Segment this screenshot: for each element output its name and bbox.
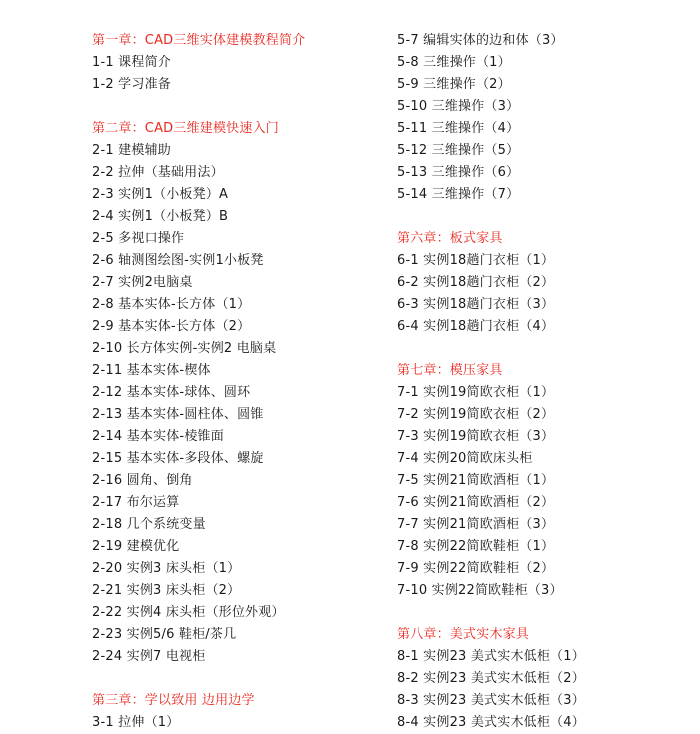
lesson-item: 2-7 实例2电脑桌	[92, 275, 193, 290]
lesson-item: 5-7 编辑实体的边和体（3）	[397, 33, 564, 48]
lesson-item: 5-12 三维操作（5）	[397, 143, 520, 158]
lesson-item: 8-2 实例23 美式实木低柜（2）	[397, 671, 585, 686]
lesson-item: 2-23 实例5/6 鞋柜/茶几	[92, 627, 237, 642]
lesson-item: 7-3 实例19简欧衣柜（3）	[397, 429, 555, 444]
lesson-item: 6-3 实例18趟门衣柜（3）	[397, 297, 555, 312]
lesson-item: 2-17 布尔运算	[92, 495, 180, 510]
lesson-item: 5-8 三维操作（1）	[397, 55, 511, 70]
lesson-item: 2-12 基本实体-球体、圆环	[92, 385, 251, 400]
lesson-item: 7-10 实例22简欧鞋柜（3）	[397, 583, 563, 598]
lesson-item: 7-8 实例22简欧鞋柜（1）	[397, 539, 555, 554]
lesson-item: 2-22 实例4 床头柜（形位外观）	[92, 605, 285, 620]
lesson-item: 2-8 基本实体-长方体（1）	[92, 297, 251, 312]
chapter-7-heading: 第七章：模压家具	[397, 363, 503, 378]
lesson-item: 2-5 多视口操作	[92, 231, 185, 246]
lesson-item: 7-5 实例21简欧酒柜（1）	[397, 473, 555, 488]
lesson-item: 6-2 实例18趟门衣柜（2）	[397, 275, 555, 290]
lesson-item: 6-4 实例18趟门衣柜（4）	[397, 319, 555, 334]
lesson-item: 2-11 基本实体-楔体	[92, 363, 211, 378]
chapter-1-heading: 第一章：CAD三维实体建模教程简介	[92, 33, 306, 48]
chapter-3-heading: 第三章：学以致用 边用边学	[92, 693, 255, 708]
toc-left-column	[92, 30, 382, 734]
chapter-6-heading: 第六章：板式家具	[397, 231, 503, 246]
chapter-8-heading: 第八章：美式实木家具	[397, 627, 530, 642]
lesson-item: 2-21 实例3 床头柜（2）	[92, 583, 241, 598]
lesson-item: 8-3 实例23 美式实木低柜（3）	[397, 693, 585, 708]
lesson-item: 2-1 建模辅助	[92, 143, 171, 158]
lesson-item: 6-1 实例18趟门衣柜（1）	[397, 253, 555, 268]
lesson-item: 5-9 三维操作（2）	[397, 77, 511, 92]
lesson-item: 2-19 建模优化	[92, 539, 180, 554]
lesson-item: 2-6 轴测图绘图-实例1小板凳	[92, 253, 264, 268]
lesson-item: 2-2 拉伸（基础用法）	[92, 165, 224, 180]
lesson-item: 2-10 长方体实例-实例2 电脑桌	[92, 341, 277, 356]
lesson-item: 5-10 三维操作（3）	[397, 99, 520, 114]
lesson-item: 7-1 实例19简欧衣柜（1）	[397, 385, 555, 400]
lesson-item: 1-1 课程简介	[92, 55, 171, 70]
toc-right-column	[397, 30, 687, 734]
lesson-item: 2-18 几个系统变量	[92, 517, 206, 532]
lesson-item: 1-2 学习准备	[92, 77, 171, 92]
lesson-item: 2-14 基本实体-棱锥面	[92, 429, 224, 444]
lesson-item: 7-6 实例21简欧酒柜（2）	[397, 495, 555, 510]
lesson-item: 2-3 实例1（小板凳）A	[92, 187, 229, 202]
lesson-item: 7-4 实例20简欧床头柜	[397, 451, 533, 466]
lesson-item: 7-7 实例21简欧酒柜（3）	[397, 517, 555, 532]
lesson-item: 2-9 基本实体-长方体（2）	[92, 319, 251, 334]
lesson-item: 2-4 实例1（小板凳）B	[92, 209, 229, 224]
lesson-item: 2-16 圆角、倒角	[92, 473, 193, 488]
lesson-item: 5-13 三维操作（6）	[397, 165, 520, 180]
lesson-item: 2-13 基本实体-圆柱体、圆锥	[92, 407, 264, 422]
chapter-2-heading: 第二章：CAD三维建模快速入门	[92, 121, 279, 136]
lesson-item: 7-9 实例22简欧鞋柜（2）	[397, 561, 555, 576]
lesson-item: 8-4 实例23 美式实木低柜（4）	[397, 715, 585, 730]
lesson-item: 5-11 三维操作（4）	[397, 121, 520, 136]
lesson-item: 5-14 三维操作（7）	[397, 187, 520, 202]
lesson-item: 7-2 实例19简欧衣柜（2）	[397, 407, 555, 422]
lesson-item: 2-24 实例7 电视柜	[92, 649, 206, 664]
lesson-item: 8-1 实例23 美式实木低柜（1）	[397, 649, 585, 664]
lesson-item: 3-1 拉伸（1）	[92, 715, 180, 730]
lesson-item: 2-15 基本实体-多段体、螺旋	[92, 451, 264, 466]
lesson-item: 2-20 实例3 床头柜（1）	[92, 561, 241, 576]
